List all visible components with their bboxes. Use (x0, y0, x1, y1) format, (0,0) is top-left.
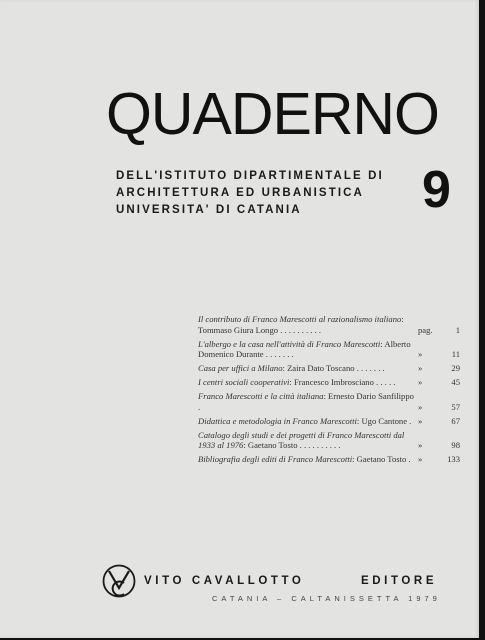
toc-page-mark: » (418, 363, 423, 373)
toc-page-mark: » (418, 377, 423, 387)
toc-entry: Didattica e metodologia in Franco Marescotti: Ugo Cantone . » 67 (198, 415, 460, 426)
toc-entry-title: Casa per uffici a Milano (198, 363, 283, 373)
toc-entry-author: Zaira Dato Toscano (287, 363, 355, 373)
toc-entry-title: Franco Marescotti e la città italiana (198, 391, 324, 401)
toc-page-number: 29 (451, 363, 460, 373)
cover-title: QUADERNO (106, 81, 439, 147)
toc-entry: Catalogo degli studi e dei progetti di Franco Marescotti dal 1933 al 1976: Gaetano Tosto . . . . . . . . . . » 98 (198, 429, 460, 450)
toc-entry-title: Bibliografia degli editi di Franco Marescotti (198, 454, 353, 464)
publisher-name-text: VITO CAVALLOTTO (144, 575, 305, 587)
toc-entry-author: Gaetano Tosto (356, 454, 407, 464)
toc-page-number: 98 (451, 440, 460, 450)
toc-entry: Il contributo di Franco Marescotti al razionalismo italiano: Tommaso Giura Longo . . . . . . . . . . pag. 1 (198, 314, 460, 335)
toc-entry-author: Gaetano Tosto (247, 440, 298, 450)
publisher-name (144, 575, 438, 587)
institute-subtitle (116, 168, 384, 219)
toc-entry: L'albergo e la casa nell'attività di Franco Marescotti: Alberto Domenico Durante . . . . . . . » 11 (198, 338, 460, 359)
toc-page-mark: » (418, 401, 423, 412)
subtitle-line: DELL'ISTITUTO DIPARTIMENTALE DI (116, 170, 384, 182)
toc-page-number: 57 (451, 401, 460, 412)
toc-page-number: 11 (451, 349, 460, 359)
toc-page-mark: pag. (418, 324, 433, 335)
toc-page-number: 133 (447, 454, 460, 464)
table-of-contents (198, 314, 460, 468)
toc-page-number: 45 (451, 377, 460, 387)
subtitle-line: ARCHITETTURA ED URBANISTICA (116, 187, 364, 199)
toc-entry-title: I centri sociali cooperativi (198, 377, 290, 387)
toc-entry-author: Francesco Imbrosciano (293, 377, 374, 387)
toc-page-mark: » (418, 440, 423, 450)
toc-entry: Casa per uffici a Milano: Zaira Dato Toscano . . . . . . . » 29 (198, 363, 460, 373)
toc-entry: I centri sociali cooperativi: Francesco Imbrosciano . . . . . » 45 (198, 377, 460, 387)
toc-entry-title: Il contributo di Franco Marescotti al razionalismo italiano (198, 314, 402, 324)
toc-page-mark: » (418, 415, 423, 426)
toc-entry-author: Ernesto Dario Sanfilippo (328, 391, 414, 401)
toc-page-mark: » (418, 349, 423, 359)
issue-number: 9 (422, 161, 451, 219)
toc-page-number: 1 (455, 324, 460, 335)
publisher-logo-icon (102, 563, 136, 599)
subtitle-line: UNIVERSITA' DI CATANIA (116, 204, 302, 216)
toc-page-mark: » (418, 454, 423, 464)
publisher-role: EDITORE (361, 575, 438, 587)
toc-entry-title: Didattica e metodologia in Franco Marescotti (198, 415, 357, 426)
toc-entry-author: Alberto Domenico Durante (198, 338, 411, 359)
toc-entry-author: Tommaso Giura Longo (198, 324, 279, 335)
toc-entry: Bibliografia degli editi di Franco Marescotti: Gaetano Tosto . » 133 (198, 454, 460, 464)
publisher-location: CATANIA – CALTANISSETTA 1979 (212, 594, 441, 603)
toc-entry-title: L'albergo e la casa nell'attività di Franco Marescotti (198, 338, 381, 349)
toc-entry-author: Ugo Cantone (361, 415, 408, 426)
toc-entry-title: Catalogo degli studi e dei progetti di Franco Marescotti dal 1933 al 1976 (198, 429, 405, 450)
toc-entry: Franco Marescotti e la città italiana: Ernesto Dario Sanfilippo . » 57 (198, 391, 460, 412)
toc-page-number: 67 (451, 415, 460, 426)
